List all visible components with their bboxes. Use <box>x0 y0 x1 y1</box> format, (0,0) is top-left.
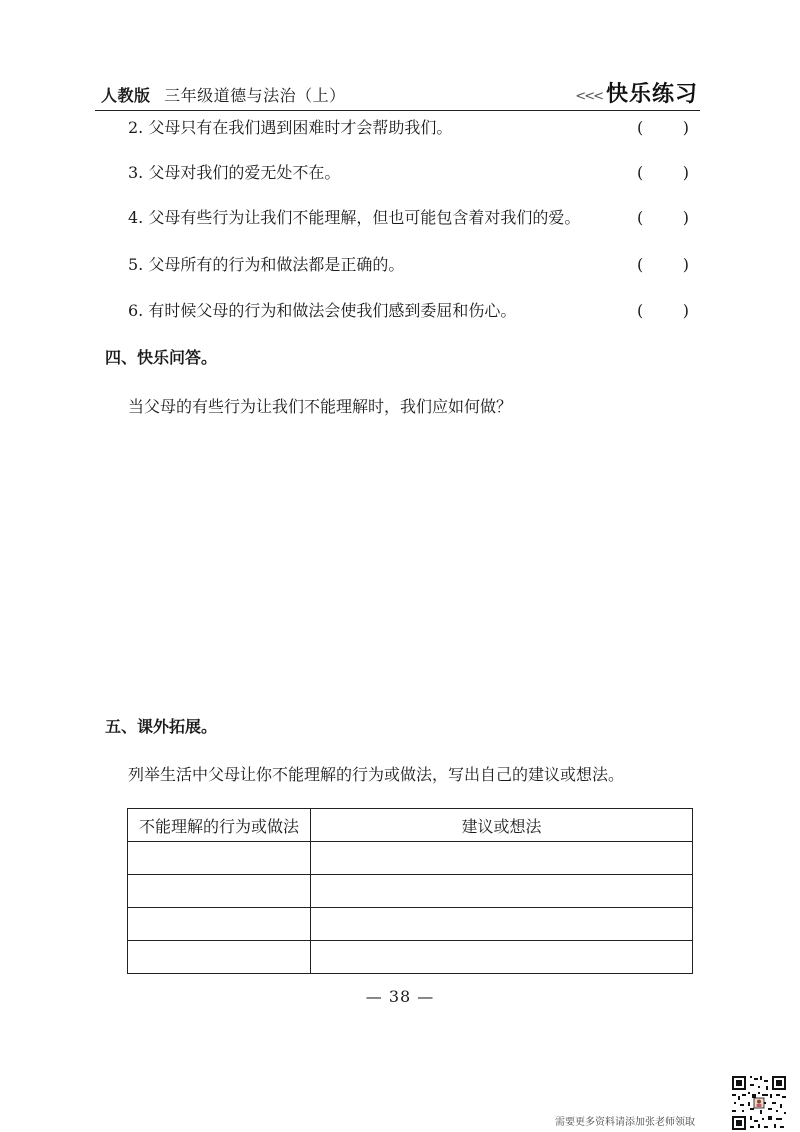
answer-blank[interactable] <box>637 206 689 230</box>
table-cell[interactable] <box>128 875 311 908</box>
judgment-text: 5. 父母所有的行为和做法都是正确的。 <box>128 255 405 274</box>
section-badge: 快乐练习 <box>605 82 698 107</box>
answer-blank[interactable] <box>637 116 689 140</box>
header-section-tag <box>575 77 698 108</box>
table-row <box>128 908 693 941</box>
column-header-behavior: 不能理解的行为或做法 <box>128 809 311 842</box>
table-cell[interactable] <box>311 908 693 941</box>
section-5-title: 五、课外拓展。 <box>105 717 218 736</box>
table-cell[interactable] <box>311 875 693 908</box>
answer-blank[interactable] <box>637 253 689 277</box>
judgment-text: 2. 父母只有在我们遇到困难时才会帮助我们。 <box>128 118 453 137</box>
table-header-row <box>128 809 693 842</box>
table-cell[interactable] <box>128 908 311 941</box>
table-cell[interactable] <box>311 941 693 974</box>
paren-close: ) <box>682 163 689 182</box>
table-row <box>128 842 693 875</box>
footer-note: 需要更多资料请添加张老师领取 <box>555 1117 695 1128</box>
section-4-title: 四、快乐问答。 <box>105 348 218 367</box>
table-row <box>128 941 693 974</box>
table-cell[interactable] <box>128 842 311 875</box>
paren-close: ) <box>682 255 689 274</box>
judgment-text: 4. 父母有些行为让我们不能理解，但也可能包含着对我们的爱。 <box>128 208 581 227</box>
judgment-item-4 <box>128 206 693 230</box>
judgment-text: 6. 有时候父母的行为和做法会使我们感到委屈和伤心。 <box>128 301 517 320</box>
paren-open: ( <box>637 118 644 137</box>
paren-open: ( <box>637 163 644 182</box>
page-number: — 38 — <box>365 987 435 1006</box>
column-header-suggestion: 建议或想法 <box>311 809 693 842</box>
answer-area[interactable] <box>128 430 693 700</box>
table-cell[interactable] <box>311 842 693 875</box>
section-5-prompt: 列举生活中父母让你不能理解的行为或做法，写出自己的建议或想法。 <box>128 765 625 784</box>
paren-close: ) <box>682 301 689 320</box>
table-cell[interactable] <box>128 941 311 974</box>
answer-blank[interactable] <box>637 299 689 323</box>
paren-open: ( <box>637 301 644 320</box>
judgment-item-3 <box>128 161 693 185</box>
judgment-item-5 <box>128 253 693 277</box>
judgment-item-2 <box>128 116 693 140</box>
qr-code-icon <box>730 1074 788 1132</box>
judgment-item-6 <box>128 299 693 323</box>
header-book-info <box>101 83 346 106</box>
section-4-question: 当父母的有些行为让我们不能理解时，我们应如何做？ <box>128 397 513 416</box>
table-row <box>128 875 693 908</box>
page-header <box>95 68 700 111</box>
answer-blank[interactable] <box>637 161 689 185</box>
suggestion-table <box>127 808 693 974</box>
paren-open: ( <box>637 208 644 227</box>
paren-close: ) <box>682 118 689 137</box>
paren-close: ) <box>682 208 689 227</box>
course-title: 三年级道德与法治（上） <box>164 86 346 105</box>
judgment-text: 3. 父母对我们的爱无处不在。 <box>128 163 341 182</box>
publisher-label: 人教版 <box>101 86 151 105</box>
chevrons-icon: <<< <box>575 89 602 104</box>
paren-open: ( <box>637 255 644 274</box>
